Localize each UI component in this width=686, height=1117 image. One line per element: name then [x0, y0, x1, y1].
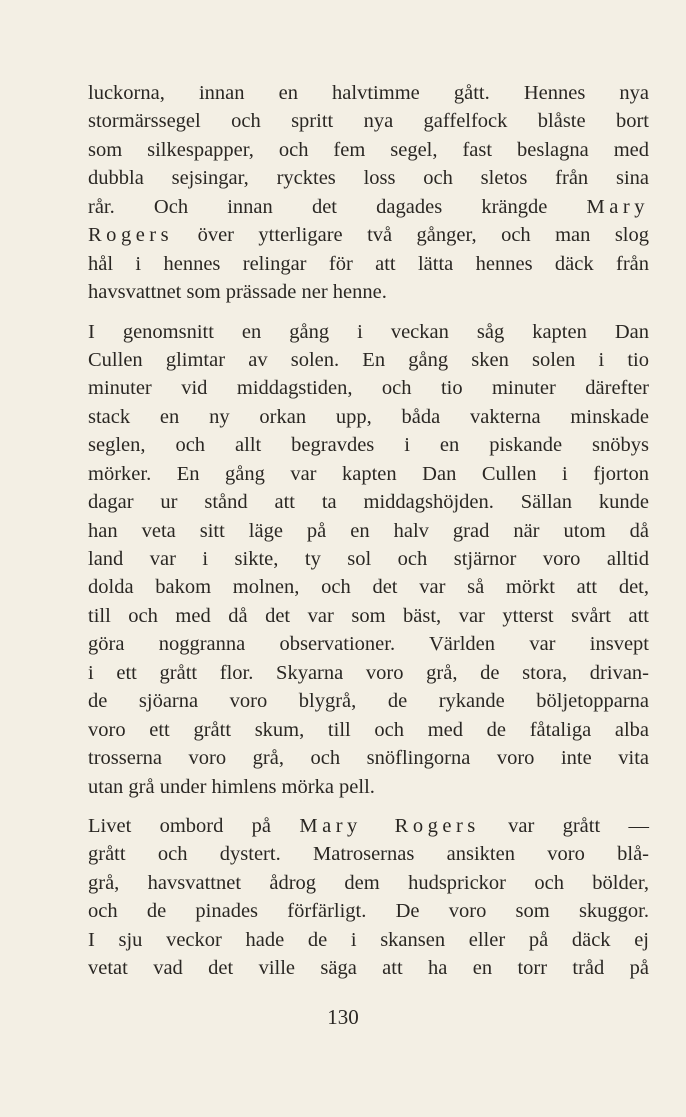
text-line — [88, 954, 649, 982]
text-line — [88, 687, 649, 715]
text-line — [88, 278, 649, 306]
text-run: grått och dystert. Matrosernas ansikten voro blå- — [88, 843, 649, 866]
text-line — [88, 840, 649, 868]
text-line — [88, 517, 649, 545]
text-line — [88, 602, 649, 630]
text-run: vetat vad det ville säga att ha en torr tråd på — [88, 957, 649, 980]
text-run: utan grå under himlens mörka pell. — [88, 775, 375, 798]
text-line — [88, 773, 649, 801]
text-run: stack en ny orkan upp, båda vakterna minskade — [88, 405, 649, 428]
text-run: dagar ur stånd att ta middagshöjden. Sällan kunde — [88, 491, 649, 514]
text-line — [88, 460, 649, 488]
text-line — [88, 107, 649, 135]
text-run: luckorna, innan en halvtimme gått. Hennes nya — [88, 82, 649, 104]
text-run: de sjöarna voro blygrå, de rykande böljetopparna — [88, 690, 649, 713]
text-line — [88, 630, 649, 658]
text-run: var grått — — [479, 814, 649, 837]
text-run: voro ett grått skum, till och med de fåtaliga alba — [88, 718, 649, 741]
paragraph-gap — [88, 307, 649, 318]
text-line — [88, 545, 649, 573]
text-line — [88, 744, 649, 772]
text-run: göra noggranna observationer. Världen var insvept — [88, 633, 649, 656]
text-run: stormärssegel och spritt nya gaffelfock blåste bort — [88, 110, 649, 133]
text-line — [88, 221, 649, 249]
text-line — [88, 79, 649, 107]
text-line — [88, 716, 649, 744]
text-line — [88, 897, 649, 925]
paragraph — [88, 318, 649, 801]
text-line — [88, 164, 649, 192]
paragraph-gap — [88, 801, 649, 812]
paragraph — [88, 79, 649, 307]
text-run: mörker. En gång var kapten Dan Cullen i fjorton — [88, 462, 649, 485]
text-run: seglen, och allt begravdes i en piskande snöbys — [88, 434, 649, 457]
text-run: minuter vid middagstiden, och tio minuter därefter — [88, 377, 649, 400]
text-run: rår. Och innan det dagades krängde — [88, 195, 587, 218]
ship-name: Mary — [586, 195, 649, 218]
text-line — [88, 136, 649, 164]
text-run: i ett grått flor. Skyarna voro grå, de stora, drivan- — [88, 661, 649, 684]
text-run: land var i sikte, ty sol och stjärnor voro alltid — [88, 548, 649, 570]
text-run: hål i hennes relingar för att lätta hennes däck från — [88, 252, 649, 275]
text-line — [88, 926, 649, 954]
text-run: havsvattnet som prässade ner henne. — [88, 281, 387, 304]
text-run: han veta sitt läge på en halv grad när utom då — [88, 519, 649, 542]
ship-name: Mary Rogers — [299, 814, 480, 837]
ship-name: Rogers — [88, 224, 174, 247]
text-run: till och med då det var som bäst, var ytterst svårt att — [88, 604, 649, 627]
text-run: Livet ombord på — [88, 814, 300, 837]
text-run: trosserna voro grå, och snöflingorna voro inte vita — [88, 747, 649, 770]
text-line — [88, 659, 649, 687]
text-line — [88, 403, 649, 431]
text-line — [88, 812, 649, 840]
text-line — [88, 250, 649, 278]
text-run: Cullen glimtar av solen. En gång sken solen i tio — [88, 348, 649, 371]
body-text — [88, 79, 649, 983]
text-run: över ytterligare två gånger, och man slog — [173, 224, 649, 247]
text-run: och de pinades förfärligt. De voro som skuggor. — [88, 900, 649, 923]
paragraph — [88, 812, 649, 983]
text-run: I sju veckor hade de i skansen eller på däck ej — [88, 928, 649, 951]
text-line — [88, 488, 649, 516]
text-line — [88, 869, 649, 897]
text-line — [88, 573, 649, 601]
text-run: dolda bakom molnen, och det var så mörkt att det, — [88, 576, 649, 599]
text-run: dubbla sejsingar, rycktes loss och sletos från sina — [88, 167, 649, 190]
text-line — [88, 374, 649, 402]
text-line — [88, 431, 649, 459]
text-run: som silkespapper, och fem segel, fast beslagna med — [88, 138, 649, 161]
text-line — [88, 346, 649, 374]
page-number: 130 — [327, 1005, 359, 1029]
text-run: I genomsnitt en gång i veckan såg kapten Dan — [88, 320, 649, 343]
text-run: grå, havsvattnet ådrog dem hudsprickor och bölder, — [88, 871, 649, 894]
text-line — [88, 318, 649, 346]
text-line — [88, 193, 649, 221]
